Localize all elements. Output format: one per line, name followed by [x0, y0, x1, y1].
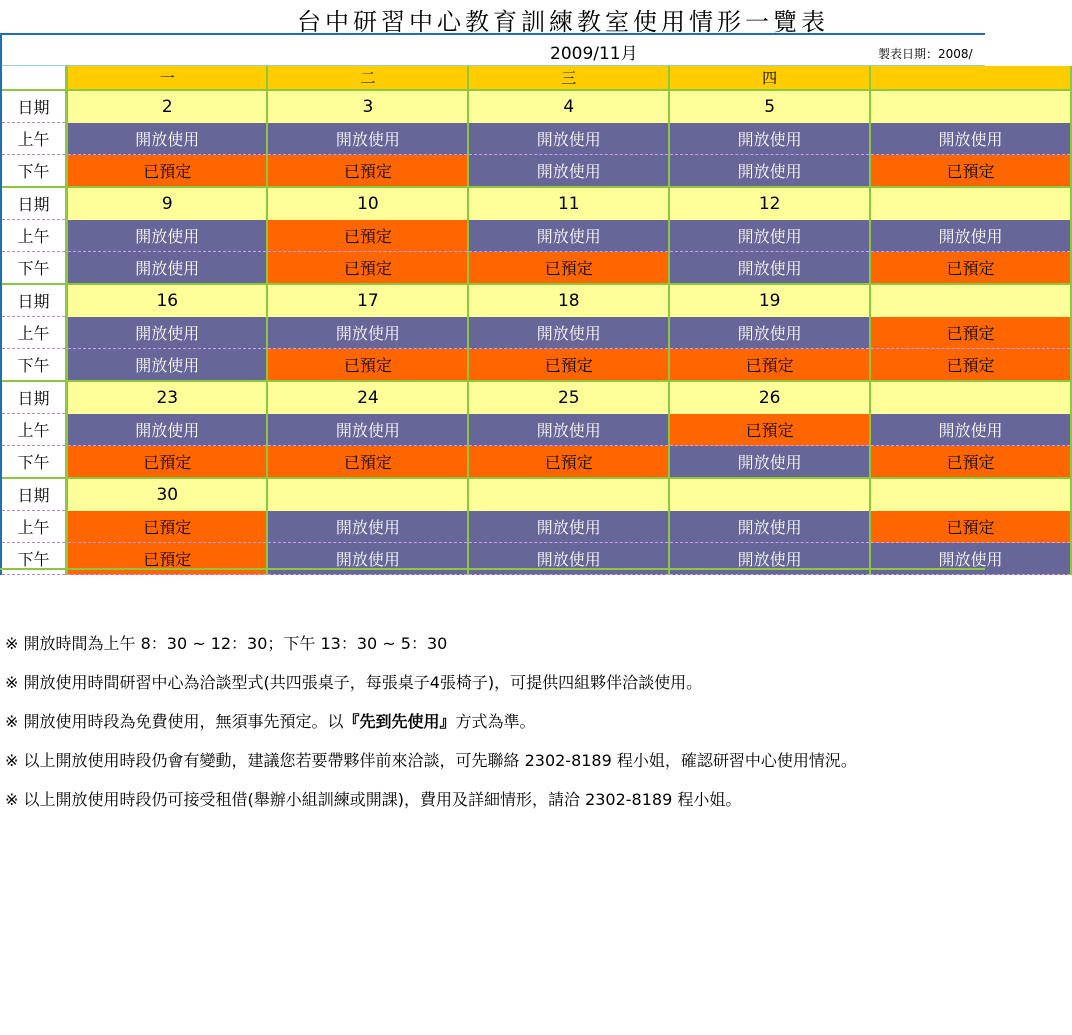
- row-label-pm: 下午: [2, 252, 67, 285]
- row-label-pm: 下午: [2, 446, 67, 479]
- status-open-cell: 開放使用: [468, 543, 669, 575]
- row-label-date: 日期: [2, 478, 67, 511]
- row-label-pm: 下午: [2, 155, 67, 188]
- note-free-use: ※ 開放使用時段為免費使用，無須事先預定。以『先到先使用』方式為準。: [5, 712, 536, 731]
- date-cell: 24: [267, 381, 468, 414]
- note-hours: ※ 開放時間為上午 8：30 ~ 12：30；下午 13：30 ~ 5：30: [5, 634, 448, 653]
- am-row: [2, 123, 1071, 155]
- date-cell: 17: [267, 284, 468, 317]
- status-open-cell: 開放使用: [468, 220, 669, 252]
- page-title: 台中研習中心教育訓練教室使用情形一覽表: [297, 8, 829, 36]
- date-cell: [870, 478, 1071, 511]
- date-cell: 12: [669, 187, 870, 220]
- status-open-cell: 開放使用: [67, 252, 268, 285]
- month-label: 2009/11月: [550, 44, 638, 64]
- note-contact: ※ 以上開放使用時段仍會有變動，建議您若要帶夥伴前來洽談，可先聯絡 2302-8189 程小姐，確認研習中心使用情況。: [5, 751, 857, 770]
- status-booked-cell: 已預定: [468, 349, 669, 382]
- status-open-cell: 開放使用: [468, 317, 669, 349]
- status-booked-cell: 已預定: [870, 511, 1071, 543]
- status-booked-cell: 已預定: [67, 446, 268, 479]
- row-label-date: 日期: [2, 284, 67, 317]
- status-booked-cell: 已預定: [267, 220, 468, 252]
- status-open-cell: 開放使用: [267, 414, 468, 446]
- status-booked-cell: 已預定: [67, 155, 268, 188]
- date-cell: 25: [468, 381, 669, 414]
- date-cell: [870, 90, 1071, 123]
- row-label-am: 上午: [2, 414, 67, 446]
- status-open-cell: 開放使用: [267, 317, 468, 349]
- status-booked-cell: 已預定: [468, 252, 669, 285]
- status-booked-cell: 已預定: [267, 349, 468, 382]
- status-open-cell: 開放使用: [669, 155, 870, 188]
- am-row: [2, 317, 1071, 349]
- am-row: [2, 511, 1071, 543]
- status-open-cell: 開放使用: [468, 123, 669, 155]
- status-open-cell: 開放使用: [67, 123, 268, 155]
- row-label-pm: 下午: [2, 349, 67, 382]
- row-label-am: 上午: [2, 123, 67, 155]
- date-row: [2, 187, 1071, 220]
- status-booked-cell: 已預定: [67, 543, 268, 575]
- status-open-cell: 開放使用: [468, 511, 669, 543]
- weekday-thu: 四: [669, 66, 870, 90]
- calendar-frame: [0, 33, 1003, 575]
- status-booked-cell: 已預定: [267, 446, 468, 479]
- date-cell: [468, 478, 669, 511]
- row-label-am: 上午: [2, 220, 67, 252]
- date-cell: 10: [267, 187, 468, 220]
- row-label-am: 上午: [2, 317, 67, 349]
- status-booked-cell: 已預定: [870, 252, 1071, 285]
- am-row: [2, 220, 1071, 252]
- status-open-cell: 開放使用: [870, 543, 1071, 575]
- date-cell: 30: [67, 478, 268, 511]
- status-booked-cell: 已預定: [67, 511, 268, 543]
- status-open-cell: 開放使用: [468, 155, 669, 188]
- status-open-cell: 開放使用: [67, 317, 268, 349]
- status-open-cell: 開放使用: [870, 220, 1071, 252]
- date-cell: 16: [67, 284, 268, 317]
- date-cell: [870, 381, 1071, 414]
- status-booked-cell: 已預定: [870, 446, 1071, 479]
- status-open-cell: 開放使用: [67, 349, 268, 382]
- status-open-cell: 開放使用: [67, 414, 268, 446]
- notes-section: [5, 634, 857, 829]
- date-cell: 26: [669, 381, 870, 414]
- status-booked-cell: 已預定: [267, 155, 468, 188]
- note-format: ※ 開放使用時間研習中心為洽談型式(共四張桌子，每張桌子4張椅子)，可提供四組夥伴洽談使用。: [5, 673, 703, 692]
- status-open-cell: 開放使用: [267, 123, 468, 155]
- date-cell: 4: [468, 90, 669, 123]
- pm-row: [2, 155, 1071, 188]
- weekday-wed: 三: [468, 66, 669, 90]
- date-cell: 11: [468, 187, 669, 220]
- status-booked-cell: 已預定: [870, 317, 1071, 349]
- date-cell: 23: [67, 381, 268, 414]
- date-cell: 18: [468, 284, 669, 317]
- date-row: [2, 90, 1071, 123]
- row-label-date: 日期: [2, 381, 67, 414]
- note-first-come: 『先到先使用』: [343, 712, 456, 731]
- date-cell: [870, 187, 1071, 220]
- row-label-am: 上午: [2, 511, 67, 543]
- status-open-cell: 開放使用: [267, 543, 468, 575]
- weekday-fri: [870, 66, 1071, 90]
- status-open-cell: 開放使用: [669, 446, 870, 479]
- status-open-cell: 開放使用: [669, 543, 870, 575]
- date-cell: 3: [267, 90, 468, 123]
- status-open-cell: 開放使用: [468, 414, 669, 446]
- status-open-cell: 開放使用: [669, 123, 870, 155]
- date-cell: 9: [67, 187, 268, 220]
- status-open-cell: 開放使用: [669, 317, 870, 349]
- status-booked-cell: 已預定: [267, 252, 468, 285]
- status-booked-cell: 已預定: [870, 349, 1071, 382]
- schedule-table: [2, 66, 1072, 575]
- status-open-cell: 開放使用: [267, 511, 468, 543]
- pm-row: [2, 349, 1071, 382]
- status-open-cell: 開放使用: [669, 220, 870, 252]
- status-open-cell: 開放使用: [669, 252, 870, 285]
- weekday-tue: 二: [267, 66, 468, 90]
- made-date: 製表日期：2008/: [878, 47, 973, 61]
- status-booked-cell: 已預定: [669, 414, 870, 446]
- date-cell: 5: [669, 90, 870, 123]
- month-row: [2, 35, 985, 66]
- status-booked-cell: 已預定: [468, 446, 669, 479]
- date-row: [2, 284, 1071, 317]
- row-label-date: 日期: [2, 187, 67, 220]
- weekday-mon: 一: [67, 66, 268, 90]
- row-label-pm: 下午: [2, 543, 67, 575]
- date-row: [2, 381, 1071, 414]
- status-open-cell: 開放使用: [870, 414, 1071, 446]
- note-rental: ※ 以上開放使用時段仍可接受租借(舉辦小組訓練或開課)，費用及詳細情形，請洽 2302-8189 程小姐。: [5, 790, 742, 809]
- pm-row: [2, 252, 1071, 285]
- date-cell: [669, 478, 870, 511]
- status-open-cell: 開放使用: [669, 511, 870, 543]
- date-row: [2, 478, 1071, 511]
- date-cell: 2: [67, 90, 268, 123]
- table-bottom-border: [0, 568, 985, 570]
- status-booked-cell: 已預定: [669, 349, 870, 382]
- status-open-cell: 開放使用: [67, 220, 268, 252]
- date-cell: [870, 284, 1071, 317]
- pm-row: [2, 446, 1071, 479]
- am-row: [2, 414, 1071, 446]
- row-label-date: 日期: [2, 90, 67, 123]
- date-cell: [267, 478, 468, 511]
- weekday-header-row: [2, 66, 1071, 90]
- date-cell: 19: [669, 284, 870, 317]
- status-booked-cell: 已預定: [870, 155, 1071, 188]
- header-corner: [2, 66, 67, 90]
- status-open-cell: 開放使用: [870, 123, 1071, 155]
